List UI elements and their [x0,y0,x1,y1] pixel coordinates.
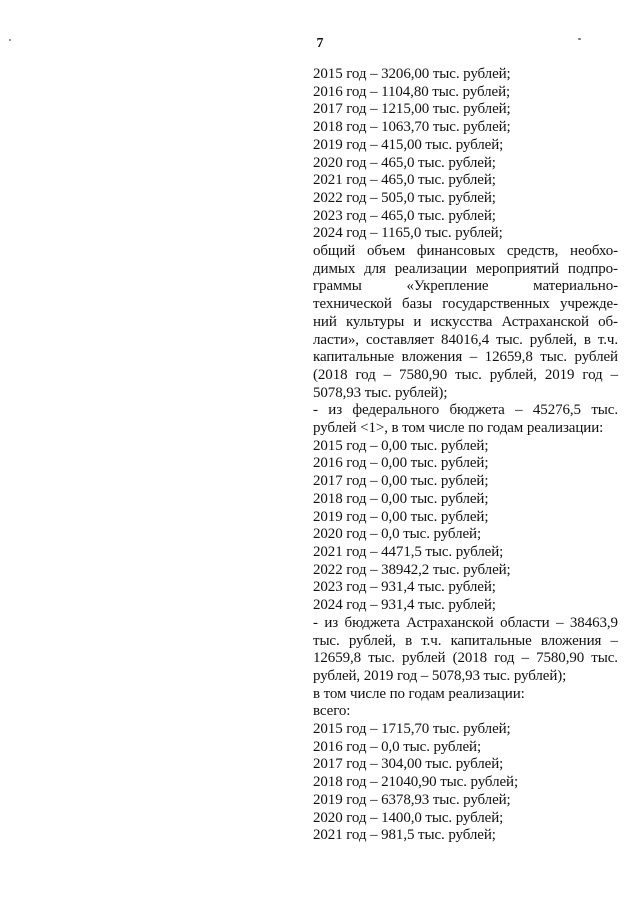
word: ний [313,313,337,330]
word: рублей <1>, в том числе по годам реализации: [313,420,604,437]
word: год [494,650,515,667]
word: для [364,260,386,277]
word: общий [313,243,356,260]
word: 5078,93 тыс. рублей); [313,384,448,401]
word: «Укрепление [406,278,489,295]
word: вложения [401,349,463,366]
word: рублей [402,650,446,667]
word: – [383,366,392,383]
word: рублей, [489,366,537,383]
paragraph-line [313,332,618,350]
year-amount-line: 2019 год – 415,00 тыс. рублей; [313,136,504,153]
word: финансовых [416,243,496,260]
paragraph-line [313,650,618,668]
word: составляет [365,331,435,348]
word: тыс. [313,632,340,649]
document-body [313,66,618,845]
year-amount-line: 2022 год – 38942,2 тыс. рублей; [313,561,511,578]
word: всего: [313,703,351,720]
word: 12659,8 [484,349,533,366]
word: – [515,402,523,419]
word: 12659,8 [313,650,362,667]
word: культуры [345,313,405,330]
paragraph-line [313,385,618,403]
scan-speck [9,39,11,41]
word: – [610,366,618,383]
word: бюджета [344,614,400,631]
word: из [324,614,339,631]
word: из [328,402,343,419]
word: 45276,5 [532,402,581,419]
paragraph-line [313,314,618,332]
word: объем [366,243,406,260]
paragraph-line [313,243,618,261]
word: необхо- [570,243,618,260]
word: в том числе по годам реализации: [313,685,525,702]
year-amount-line: 2021 год – 981,5 тыс. рублей; [313,827,496,844]
paragraph-line [313,686,618,704]
year-amount-line: 2021 год – 4471,5 тыс. рублей; [313,543,504,560]
year-amount-line: 2018 год – 21040,90 тыс. рублей; [313,774,519,791]
word: рублей [574,349,618,366]
word: - [313,402,318,419]
paragraph-line [313,278,618,296]
word: технической [313,296,392,313]
year-amount-line: 2016 год – 0,00 тыс. рублей; [313,455,489,472]
year-amount-line: 2024 год – 1165,0 тыс. рублей; [313,225,503,242]
word: димых [313,260,356,277]
word: 7580,90 [536,650,585,667]
year-amount-line: 2018 год – 0,00 тыс. рублей; [313,490,489,507]
word: тыс. [540,349,567,366]
word: 38463,9 [569,614,618,631]
word: вложения [540,632,602,649]
word: – [556,614,564,631]
word: в [405,632,413,649]
word: Астраханской [501,313,589,330]
page-number: 7 [316,36,324,51]
word: федерального [352,402,440,419]
paragraph-line [313,633,618,651]
federal-funding-by-year [313,438,618,615]
paragraph-line [313,296,618,314]
year-amount-line: 2019 год – 0,00 тыс. рублей; [313,508,489,525]
word: т.ч. [421,632,442,649]
year-amount-line: 2017 год – 1215,00 тыс. рублей; [313,101,511,118]
year-amount-line: 2019 год – 6378,93 тыс. рублей; [313,791,511,808]
word: тыс. [455,366,482,383]
word: капитальные [313,349,395,366]
word: тыс. [368,650,395,667]
word: бюджета [449,402,505,419]
funding-by-year-total [313,66,618,243]
year-amount-line: 2020 год – 1400,0 тыс. рублей; [313,809,504,826]
word: год [582,366,603,383]
word: рублей, 2019 год – 5078,93 тыс. рублей); [313,667,567,684]
word: (2018 [313,366,348,383]
word: и [413,313,422,330]
word: государственных [442,296,550,313]
year-amount-line: 2016 год – 1104,80 тыс. рублей; [313,83,511,100]
year-amount-line: 2018 год – 1063,70 тыс. рублей; [313,119,511,136]
year-amount-line: 2015 год – 1715,70 тыс. рублей; [313,721,511,738]
year-amount-line: 2021 год – 465,0 тыс. рублей; [313,172,496,189]
year-amount-line: 2017 год – 0,00 тыс. рублей; [313,473,489,490]
word: базы [402,296,432,313]
regional-budget-paragraph [313,615,618,721]
word: 84016,4 [441,331,490,348]
scan-speck [578,38,581,40]
year-amount-line: 2023 год – 465,0 тыс. рублей; [313,207,496,224]
word: рублей, [529,331,577,348]
year-amount-line: 2024 год – 931,4 тыс. рублей; [313,597,496,614]
paragraph-line [313,420,618,438]
word: об- [598,313,618,330]
word: средств, [506,243,559,260]
word: мероприятий [475,260,560,277]
word: граммы [313,278,362,295]
year-amount-line: 2016 год – 0,0 тыс. рублей; [313,738,482,755]
word: тыс. [496,331,523,348]
word: области [500,614,550,631]
word: ласти», [313,331,359,348]
year-amount-line: 2015 год – 3206,00 тыс. рублей; [313,66,511,82]
year-amount-line: 2015 год – 0,00 тыс. рублей; [313,437,489,454]
word: 2019 [544,366,575,383]
paragraph-line [313,615,618,633]
paragraph-line [313,703,618,721]
paragraph-line [313,261,618,279]
word: – [610,632,618,649]
regional-funding-by-year [313,721,618,845]
year-amount-line: 2023 год – 931,4 тыс. рублей; [313,579,496,596]
word: 7580,90 [399,366,448,383]
paragraph-line [313,349,618,367]
subprogram-funding-paragraph [313,243,618,402]
word: материально- [533,278,618,295]
word: тыс. [591,402,618,419]
word: (2018 [452,650,488,667]
word: тыс. [591,650,618,667]
word: искусства [430,313,493,330]
paragraph-line [313,668,618,686]
year-amount-line: 2020 год – 465,0 тыс. рублей; [313,154,496,171]
word: – [521,650,529,667]
word: Астраханской [406,614,494,631]
word: капитальные [450,632,532,649]
word: подпро- [567,260,618,277]
word: реализации [394,260,468,277]
word: – [469,349,478,366]
word: т.ч. [597,331,618,348]
paragraph-line [313,367,618,385]
word: год [355,366,376,383]
year-amount-line: 2022 год – 505,0 тыс. рублей; [313,189,496,206]
word: - [313,614,318,631]
word: в [583,331,591,348]
word: учрежде- [559,296,618,313]
word: рублей, [348,632,396,649]
year-amount-line: 2017 год – 304,00 тыс. рублей; [313,756,504,773]
federal-budget-paragraph [313,402,618,437]
paragraph-line [313,402,618,420]
year-amount-line: 2020 год – 0,0 тыс. рублей; [313,526,482,543]
